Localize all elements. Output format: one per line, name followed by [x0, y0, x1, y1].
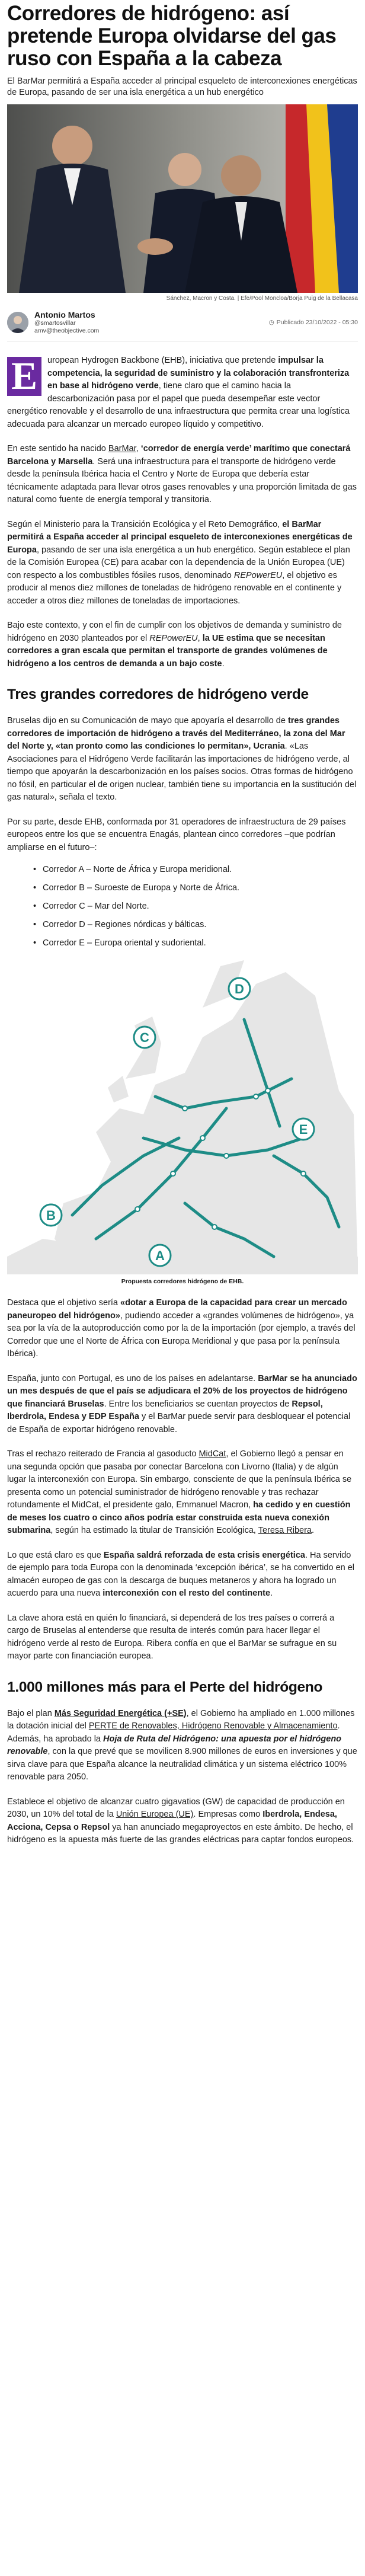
text-run: , pasando de ser una isla energética a un hub energético. Según establece el plan de la Comisión Europea (CE) para acabar con la dependencia de la Unión Europea (UE) con respecto a los combustibles fósiles rusos, denominado: [7, 545, 350, 580]
text-run: , el Gobierno llegó a pensar en una segunda opción que pasaba por conectar Barcelona con Livorno (Italia) y de algún lugar la interconexión con Europa. Sin embargo, consciente de que la península Ibérica se presenta como un potencial suministrador de hidrógeno renovable y tras rechazar rotundamente el MidCat, el presidente galo, Emmanuel Macron,: [7, 1449, 352, 1510]
text-bold: Más Seguridad Energética (+SE): [54, 1708, 187, 1718]
paragraph: [7, 715, 358, 804]
text-bold: Repsol, Iberdrola, Endesa y EDP España: [7, 1399, 323, 1421]
text-bold: ha cedido y en cuestión de meses los cuatro o cinco años podría estar construida esta nueva conexión submarina: [7, 1500, 351, 1535]
text-run: ,: [136, 444, 141, 453]
paragraph: [7, 519, 358, 608]
text-run: Por su parte, desde EHB, conformada por 31 operadores de infraestructura de 29 países europeos entre los que se encuentra Enagás, plantean cinco corredores –que podrían ampliarse en el futuro–:: [7, 817, 346, 852]
link-midcat[interactable]: MidCat: [198, 1449, 226, 1459]
text-run: ya han anunciado megaproyectos en este ámbito. De hecho, el hidrógeno es la apuesta más fuerte de las grandes eléctricas para captar fondos europeos.: [7, 1822, 354, 1845]
lead-paragraph: [7, 354, 358, 431]
link-teresa-ribera[interactable]: Teresa Ribera: [258, 1526, 312, 1535]
map-caption: Propuesta corredores hidrógeno de EHB.: [121, 1278, 244, 1285]
list-item: • Corredor A – Norte de África y Europa meridional.: [33, 864, 358, 876]
list-item: • Corredor C – Mar del Norte.: [33, 900, 358, 913]
text-italic: REPowerEU: [149, 633, 198, 643]
map-marker-d: [229, 978, 250, 999]
photo-caption: Sánchez, Macron y Costa. | Efe/Pool Moncloa/Borja Puig de la Bellacasa: [166, 295, 358, 302]
map-marker-b: [40, 1204, 62, 1226]
text-bold: impulsar la competencia, la seguridad de suministro y la colaboración transfronteriza en base al hidrógeno verde: [47, 356, 350, 391]
article-headline: Corredores de hidrógeno: así pretende Europa olvidarse del gas ruso con España a la cabeza: [7, 2, 337, 70]
text-italic: REPowerEU: [233, 570, 283, 580]
section-heading: 1.000 millones más para el Perte del hidrógeno: [7, 1679, 323, 1695]
author-handle[interactable]: @smartosvillar: [34, 319, 76, 327]
text-run: y el BarMar puede servir para desbloquear el potencial de España de exportar hidrógeno renovable.: [7, 1412, 351, 1434]
paragraph: [7, 1297, 358, 1361]
text-run: En este sentido ha nacido: [7, 444, 108, 453]
text-run: , con la que prevé que se movilicen 8.900 millones de euros en inversiones y que sirva clave para que España alcance la neutralidad climática y un sistema eléctrico 100% renovable para 2050.: [7, 1747, 357, 1782]
text-bold-italic: Hoja de Ruta del Hidrógeno: una apuesta por el hidrógeno renovable: [7, 1734, 342, 1756]
text-run: .: [222, 659, 225, 669]
text-bold: el BarMar permitirá a España acceder al principal esqueleto de interconexiones energéticas de Europa: [7, 519, 353, 555]
text-run: . Será una infraestructura para el transporte de hidrógeno verde desde la península Ibérica hacia el Centro y Norte de Europa que debería estar técnicamente adaptada para llevar otros gases renovables y una proporción limitada de gas natural como fuente de energía temporal y transitoria.: [7, 456, 357, 504]
text-run: .: [311, 1526, 314, 1535]
text-run: Establece el objetivo de alcanzar cuatro gigavatios (GW) de capacidad de producción en 2030, un 10% del total de la: [7, 1797, 345, 1819]
text-run: Bajo el plan: [7, 1708, 55, 1718]
map-label-c: C: [140, 1030, 149, 1045]
paragraph: [7, 619, 358, 670]
corridor-map: [7, 960, 358, 1274]
list-item: • Corredor D – Regiones nórdicas y bálticas.: [33, 919, 358, 931]
published-date: [269, 319, 358, 326]
text-run: España, junto con Portugal, es uno de los países en adelantarse.: [7, 1373, 258, 1383]
map-label-e: E: [299, 1122, 308, 1137]
text-run: Lo que está claro es que: [7, 1550, 104, 1560]
text-run: . Empresas como: [193, 1810, 263, 1819]
text-bold: ‘corredor de energía verde’ marítimo que conectará Barcelona y Marsella: [7, 444, 351, 466]
link-union-europea[interactable]: Unión Europea (UE): [116, 1810, 194, 1819]
text-run: . «Las Asociaciones para el Hidrógeno Verde facilitarán las importaciones de hidrógeno verde, al tiempo que apoyarán la descarbonización en los países socios. Otras formas de hidrógeno no fósil, en particular el de origen nuclear, también tiene su importancia en la sustitución del gas natural», señala el texto.: [7, 742, 357, 802]
list-item: • Corredor E – Europa oriental y sudoriental.: [33, 937, 358, 950]
text-bold: España saldrá reforzada de esta crisis energética: [103, 1550, 305, 1560]
text-run: .: [270, 1589, 273, 1598]
author-name[interactable]: Antonio Martos: [34, 310, 95, 319]
paragraph: [7, 1549, 358, 1600]
paragraph: [7, 1448, 358, 1538]
text-run: Según el Ministerio para la Transición Ecológica y el Reto Demográfico,: [7, 519, 283, 529]
text-run: , el Gobierno ha ampliado en 1.000 millones la dotación inicial del: [7, 1708, 355, 1731]
text-run: Bruselas dijo en su Comunicación de mayo que apoyaría el desarrollo de: [7, 716, 288, 726]
text-bold: BarMar se ha anunciado un mes después de que el país se adjudicara el 20% de los proyectos de hidrógeno que financiará Bruselas: [7, 1373, 357, 1409]
link-mas-seguridad-energetica[interactable]: [55, 1709, 187, 1718]
map-marker-a: [149, 1245, 171, 1266]
text-run: , pudiendo acceder a «grandes volúmenes de hidrógeno», ya sea por la vía de la autoproducción como por la de la importación (por ejemplo, a través del Corredor que une el Norte de África con Europa Meridional y que pasa por la península Ibérica).: [7, 1311, 356, 1359]
paragraph: [7, 1796, 358, 1847]
map-marker-e: [293, 1118, 314, 1140]
text-run: ,: [197, 633, 203, 643]
text-bold: tres grandes corredores de importación de hidrógeno a través del Mediterráneo, la zona del Mar del Norte y, «tan pronto como las condiciones lo permitan», Ucrania: [7, 716, 345, 751]
paragraph: [7, 1373, 358, 1437]
map-marker-c: [134, 1027, 155, 1048]
text-run: Destaca que el objetivo sería: [7, 1298, 121, 1308]
map-label-d: D: [235, 982, 244, 996]
paragraph: [7, 816, 358, 855]
list-item: • Corredor B – Suroeste de Europa y Norte de África.: [33, 882, 358, 894]
article-dek: El BarMar permitirá a España acceder al principal esqueleto de interconexiones energéticas de Europa, pasando de ser una isla energética a un hub energético: [7, 76, 357, 97]
byline: [7, 310, 358, 341]
paragraph: La clave ahora está en quién lo financiará, si dependerá de los tres países o correrá a cargo de Bruselas al entenderse que resulta de interés común para hacer llegar el hidrógeno verde al resto de Europa. Ribera confía en que el BarMar se sufrague en su mayor parte con financiación europea.: [7, 1613, 337, 1661]
text-bold: la UE estima que se necesitan corredores a gran escala que permitan el transporte de grandes volúmenes de hidrógeno a los centros de demanda a un bajo coste: [7, 633, 328, 669]
text-bold: interconexión con el resto del continente: [103, 1589, 271, 1598]
avatar-icon: [7, 312, 28, 333]
text-run: Bajo este contexto, y con el fin de cumplir con los objetivos de demanda y suministro de hidrógeno en 2030 planteados por el: [7, 621, 342, 643]
text-run: uropean Hydrogen Backbone (EHB), iniciativa que pretende: [47, 356, 278, 365]
map-label-b: B: [46, 1208, 56, 1223]
paragraph: [7, 1708, 358, 1784]
link-perte[interactable]: PERTE de Renovables, Hidrógeno Renovable y Almacenamiento: [88, 1721, 338, 1731]
link-barmar[interactable]: BarMar: [108, 444, 136, 453]
text-run: . Ha servido de ejemplo para toda Europa con la denominada ‘excepción ibérica’, se ha convertido en el almacén europeo de gas con la descarga de buques metaneros y ahora ha logrado un acuerdo para una nueva: [7, 1550, 355, 1598]
author-email[interactable]: amv@theobjective.com: [34, 327, 100, 334]
paragraph: [7, 443, 358, 507]
text-bold: «dotar a Europa de la capacidad para crear un mercado paneuropeo del hidrógeno»: [7, 1298, 347, 1321]
author-avatar[interactable]: [7, 312, 28, 333]
text-run: , el objetivo es producir al menos diez millones de toneladas de hidrógeno renovable en el continente y acceder a otros diez millones de toneladas de importaciones.: [7, 570, 342, 606]
clock-icon: ◷: [268, 319, 274, 326]
hero-photo: [7, 104, 358, 293]
drop-cap: E: [7, 357, 41, 396]
text-run: . Además, ha aprobado la: [7, 1721, 340, 1744]
published-text: Publicado 23/10/2022 - 05:30: [276, 319, 358, 326]
corridor-list: [33, 864, 358, 950]
section-heading: Tres grandes corredores de hidrógeno verde: [7, 686, 309, 702]
text-run: . Entre los beneficiarios se cuentan proyectos de: [104, 1399, 292, 1409]
text-run: , tiene claro que el camino hacia la descarbonización pasa por el papel que pueda desempeñar este vector energético renovable y el desarrollo de una infraestructura que permita crear una logística adecuada para alcanzar un mercado europeo líquido y competitivo.: [7, 381, 350, 429]
map-label-a: A: [155, 1248, 165, 1263]
text-bold: Iberdrola, Endesa, Acciona, Cepsa o Repsol: [7, 1810, 337, 1832]
text-run: Tras el rechazo reiterado de Francia al gasoducto: [7, 1449, 199, 1459]
text-run: , según ha estimado la titular de Transición Ecológica,: [50, 1526, 258, 1535]
europe-map: [7, 960, 358, 1274]
hero-photo-illustration: [7, 104, 358, 293]
